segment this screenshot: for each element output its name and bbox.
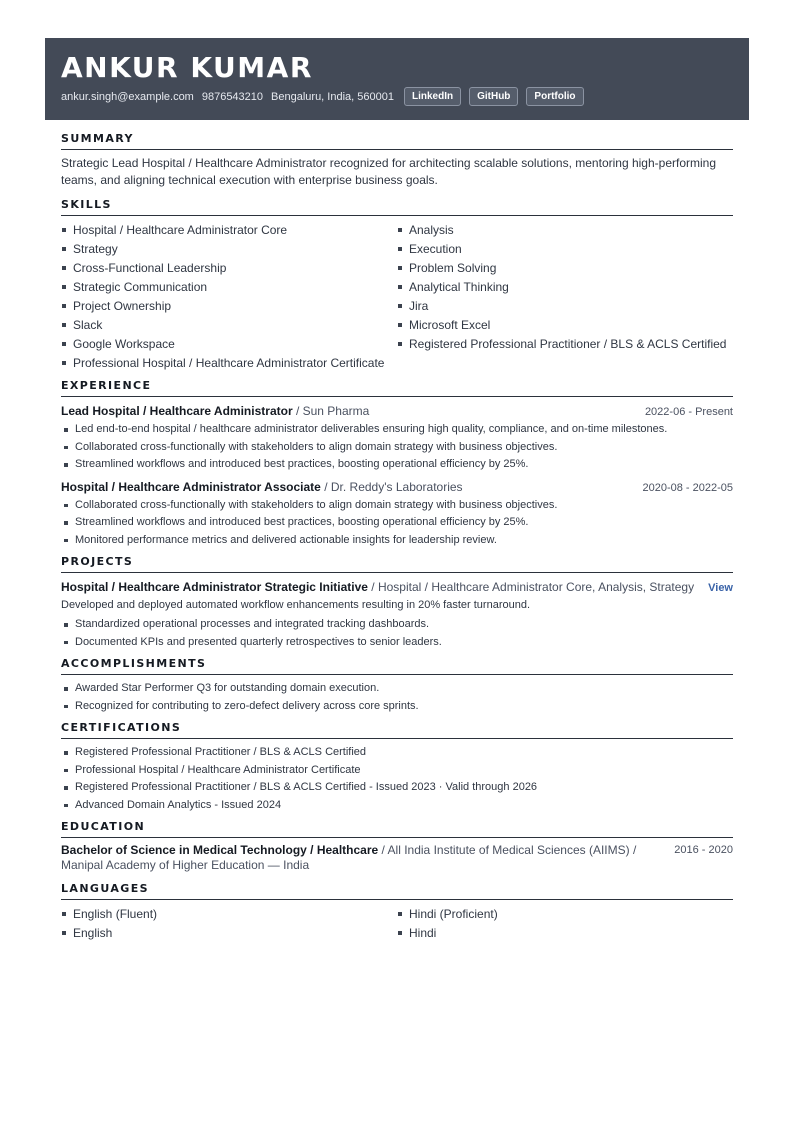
skill-item: Slack <box>61 316 397 335</box>
project-bullets <box>61 616 733 651</box>
skill-item: Project Ownership <box>61 297 397 316</box>
skill-item: Problem Solving <box>397 259 733 278</box>
resume-header <box>45 38 749 120</box>
skill-item: Registered Professional Practitioner / BLS & ACLS Certified <box>397 335 733 354</box>
certification-item: Advanced Domain Analytics - Issued 2024 <box>61 797 733 815</box>
skill-item: Jira <box>397 297 733 316</box>
job-role: Hospital / Healthcare Administrator Associate <box>61 479 321 494</box>
job-dates: 2022-06 - Present <box>644 406 733 418</box>
project-bullet: Documented KPIs and presented quarterly retrospectives to senior leaders. <box>61 634 733 652</box>
job-bullet: Streamlined workflows and introduced best practices, boosting operational efficiency by 25%. <box>61 514 733 532</box>
skill-item: Analytical Thinking <box>397 278 733 297</box>
education-dates: 2016 - 2020 <box>674 844 733 856</box>
certification-item: Registered Professional Practitioner / BLS & ACLS Certified - Issued 2023 · Valid through 2026 <box>61 779 733 797</box>
project-view-link[interactable]: View <box>708 582 733 594</box>
project-tech: / Hospital / Healthcare Administrator Core, Analysis, Strategy <box>367 580 695 594</box>
entry-title <box>61 402 369 420</box>
job-dates: 2020-08 - 2022-05 <box>642 481 733 494</box>
accomplishment-item: Awarded Star Performer Q3 for outstanding domain execution. <box>61 680 733 698</box>
project-description: Developed and deployed automated workflow enhancements resulting in 20% faster turnaround. <box>61 599 531 611</box>
section-title-projects: PROJECTS <box>61 555 733 573</box>
skill-item: Professional Hospital / Healthcare Administrator Certificate <box>61 354 397 373</box>
section-title-education: EDUCATION <box>61 820 733 838</box>
certification-item: Registered Professional Practitioner / BLS & ACLS Certified <box>61 744 733 762</box>
education-details <box>61 843 673 873</box>
job-bullet: Collaborated cross-functionally with stakeholders to align domain strategy with business objectives. <box>61 497 733 515</box>
job-company: / Sun Pharma <box>292 404 370 418</box>
languages-columns <box>61 905 733 943</box>
education-location: — India <box>264 858 310 872</box>
certification-item: Professional Hospital / Healthcare Administrator Certificate <box>61 762 733 780</box>
skills-list-right <box>397 221 733 373</box>
skill-item: Analysis <box>397 221 733 240</box>
entry-title <box>61 478 463 496</box>
languages-section <box>61 882 733 943</box>
job-role: Lead Hospital / Healthcare Administrator <box>61 404 293 418</box>
candidate-name: ANKUR KUMAR <box>61 51 313 84</box>
job-bullet: Monitored performance metrics and delivered actionable insights for leadership review. <box>61 532 733 550</box>
skill-item: Strategy <box>61 240 397 259</box>
skill-item: Google Workspace <box>61 335 397 354</box>
contact-row <box>61 87 733 106</box>
github-link[interactable]: GitHub <box>469 87 518 106</box>
summary-section <box>61 132 733 189</box>
job-bullets <box>61 497 733 550</box>
portfolio-link[interactable]: Portfolio <box>526 87 583 106</box>
skill-item: Cross-Functional Leadership <box>61 259 397 278</box>
certifications-section <box>61 721 733 814</box>
certifications-list <box>61 744 733 814</box>
job-company: / Dr. Reddy's Laboratories <box>320 479 463 494</box>
section-title-certifications: CERTIFICATIONS <box>61 721 733 739</box>
institution-name: / All India Institute of Medical Sciences (AIIMS) / Manipal Academy of Higher Education <box>61 843 637 872</box>
language-item: Hindi (Proficient) <box>397 905 733 924</box>
skill-item: Strategic Communication <box>61 278 397 297</box>
job-bullet: Collaborated cross-functionally with stakeholders to align domain strategy with business objectives. <box>61 439 733 457</box>
skill-item: Hospital / Healthcare Administrator Core <box>61 221 397 240</box>
language-item: Hindi <box>397 924 733 943</box>
skills-columns <box>61 221 733 373</box>
section-title-languages: LANGUAGES <box>61 882 733 900</box>
education-section <box>61 820 733 873</box>
section-title-accomplishments: ACCOMPLISHMENTS <box>61 657 733 675</box>
experience-entry <box>61 402 733 474</box>
summary-text: Strategic Lead Hospital / Healthcare Administrator recognized for architecting scalable solutions, mentoring high-performing teams, and aligning technical execution with enterprise business goals. <box>61 156 717 187</box>
job-bullets <box>61 421 733 474</box>
accomplishment-item: Recognized for contributing to zero-defect delivery across core sprints. <box>61 698 733 716</box>
skills-section <box>61 198 733 373</box>
email-text: ankur.singh@example.com <box>61 90 194 103</box>
project-title <box>61 578 694 596</box>
languages-list-right <box>397 905 733 943</box>
project-header <box>61 578 733 597</box>
job-bullet: Streamlined workflows and introduced best practices, boosting operational efficiency by 25%. <box>61 456 733 474</box>
resume-body <box>61 132 733 949</box>
projects-section <box>61 555 733 651</box>
section-title-summary: SUMMARY <box>61 132 733 150</box>
phone-text: 9876543210 <box>201 90 264 103</box>
degree-name: Bachelor of Science in Medical Technology / Healthcare <box>61 843 379 857</box>
experience-section <box>61 379 733 549</box>
project-bullet: Standardized operational processes and integrated tracking dashboards. <box>61 616 733 634</box>
accomplishments-list <box>61 680 733 715</box>
location-text: Bengaluru, India, 560001 <box>271 90 394 103</box>
language-item: English (Fluent) <box>61 905 397 924</box>
section-title-skills: SKILLS <box>61 198 733 216</box>
skills-list-left <box>61 221 397 373</box>
languages-list-left <box>61 905 397 943</box>
skill-item: Execution <box>397 240 733 259</box>
project-name: Hospital / Healthcare Administrator Strategic Initiative <box>61 580 368 594</box>
skill-item: Microsoft Excel <box>397 316 733 335</box>
education-entry <box>61 843 733 873</box>
entry-header <box>61 402 733 421</box>
accomplishments-section <box>61 657 733 715</box>
linkedin-link[interactable]: LinkedIn <box>404 87 461 106</box>
entry-header <box>61 478 733 497</box>
job-bullet: Led end-to-end hospital / healthcare administrator deliverables ensuring high quality, compliance, and on-time milestones. <box>61 421 733 439</box>
language-item: English <box>61 924 397 943</box>
experience-entry <box>61 478 733 550</box>
section-title-experience: EXPERIENCE <box>61 379 733 397</box>
